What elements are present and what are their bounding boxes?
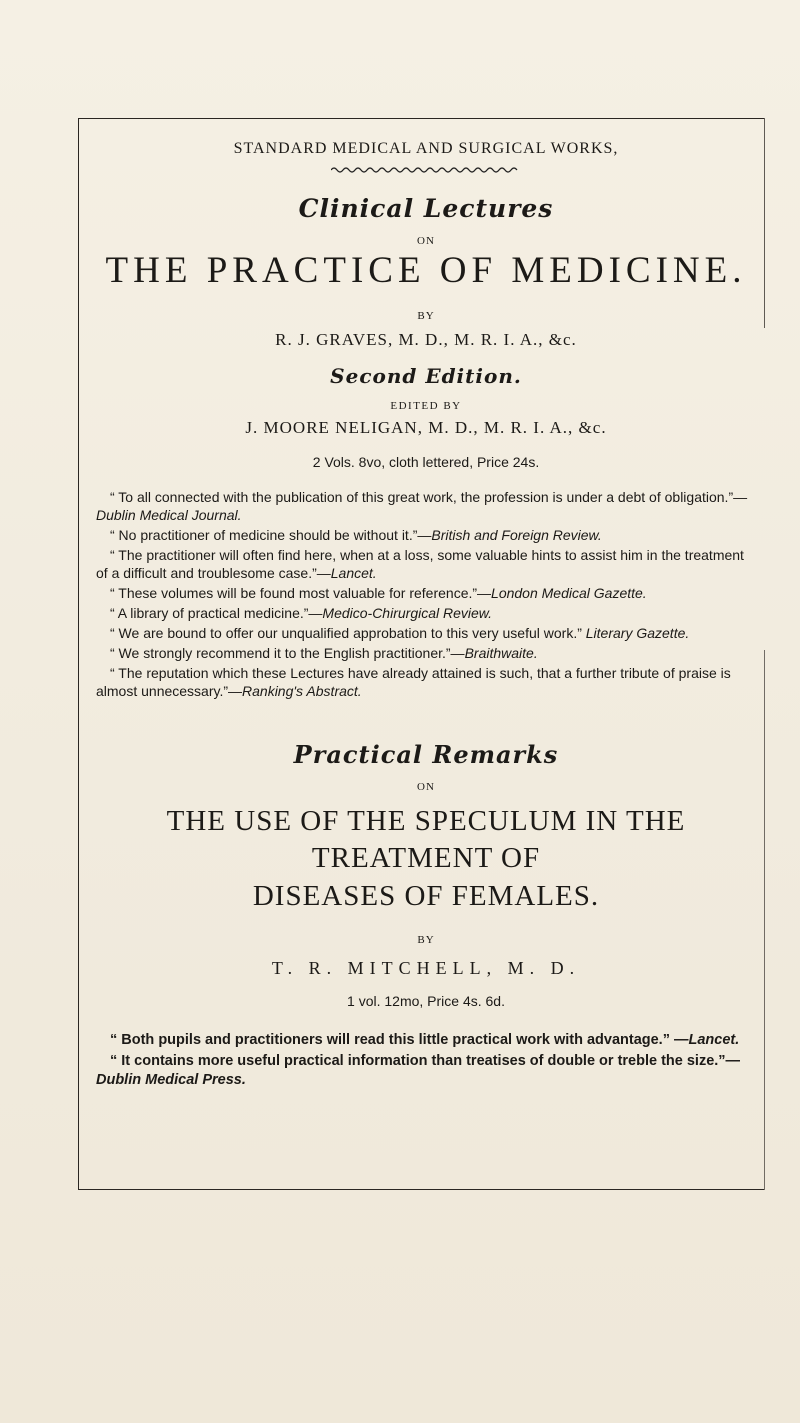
on-label: ON xyxy=(417,780,435,793)
edition-label: Second Edition. xyxy=(330,363,522,388)
volume-price: 2 Vols. 8vo, cloth lettered, Price 24s. xyxy=(312,453,540,470)
review-list xyxy=(96,488,756,700)
review-source: London Medical Gazette. xyxy=(491,584,647,601)
series-title: Clinical Lectures xyxy=(298,194,554,223)
volume-price: 1 vol. 12mo, Price 4s. 6d. xyxy=(347,992,505,1009)
review-source: Lancet. xyxy=(330,564,377,581)
wavy-rule-ornament xyxy=(331,166,521,174)
review-item: “ The practitioner will often find here, when at a loss, some valuable hints to assist him in the treatment of a difficult and troublesome case.”—Lancet. xyxy=(96,546,744,581)
book-title-line: THE USE OF THE SPECULUM IN THE TREATMENT OF xyxy=(166,804,686,875)
edited-by-label: EDITED BY xyxy=(390,399,462,412)
book-title xyxy=(96,803,756,916)
frame-rule-right xyxy=(764,118,765,328)
publisher-header: STANDARD MEDICAL AND SURGICAL WORKS, xyxy=(233,140,619,157)
review-list xyxy=(96,1031,756,1090)
review-item: “ The reputation which these Lectures have already attained is such, that a further tribute of praise is almost unnecessary.”—Ranking's Abstract. xyxy=(96,664,731,699)
advert-mitchell xyxy=(96,740,756,1009)
on-label: ON xyxy=(417,235,435,247)
by-label: BY xyxy=(417,309,435,322)
review-source: Dublin Medical Journal. xyxy=(96,506,242,523)
series-title: Practical Remarks xyxy=(293,739,559,769)
frame-rule-right-lower xyxy=(764,650,765,1190)
review-item: “ We are bound to offer our unqualified approbation to this very useful work.” Literary Gazette. xyxy=(110,624,690,641)
review-item: “ It contains more useful practical information than treatises of double or treble the size.”—Dublin Medical Press. xyxy=(96,1052,741,1088)
review-source: Medico-Chirurgical Review. xyxy=(322,604,493,621)
editor-name: J. MOORE NELIGAN, M. D., M. R. I. A., &c. xyxy=(245,417,607,437)
review-item: “ These volumes will be found most valuable for reference.”—London Medical Gazette. xyxy=(110,584,647,601)
review-item: “ No practitioner of medicine should be without it.”—British and Foreign Review. xyxy=(110,526,602,543)
review-item: “ We strongly recommend it to the English practitioner.”—Braithwaite. xyxy=(110,644,538,661)
frame-rule-top xyxy=(78,118,764,119)
review-item: “ A library of practical medicine.”—Medico-Chirurgical Review. xyxy=(110,604,493,621)
frame-rule-left xyxy=(78,118,79,1190)
frame-rule-bottom xyxy=(78,1189,764,1190)
review-source: Ranking's Abstract. xyxy=(242,682,362,699)
by-label: BY xyxy=(417,933,435,946)
advert-graves xyxy=(96,140,756,470)
review-source: Braithwaite. xyxy=(464,644,538,661)
book-title-line: DISEASES OF FEMALES. xyxy=(252,880,600,913)
review-source: British and Foreign Review. xyxy=(431,526,602,543)
author-name: T. R. MITCHELL, M. D. xyxy=(271,957,581,978)
author-name: R. J. GRAVES, M. D., M. R. I. A., &c. xyxy=(275,329,577,349)
review-item: “ To all connected with the publication of this great work, the profession is under a debt of obligation.”—Dublin Medical Journal. xyxy=(96,488,748,523)
book-title: THE PRACTICE OF MEDICINE. xyxy=(105,250,747,291)
review-source: Lancet. xyxy=(688,1031,740,1048)
review-item: “ Both pupils and practitioners will read this little practical work with advantage.” —Lancet. xyxy=(110,1031,740,1048)
advert-column xyxy=(96,140,756,1092)
review-source: Dublin Medical Press. xyxy=(96,1071,246,1088)
review-source: Literary Gazette. xyxy=(585,624,690,641)
